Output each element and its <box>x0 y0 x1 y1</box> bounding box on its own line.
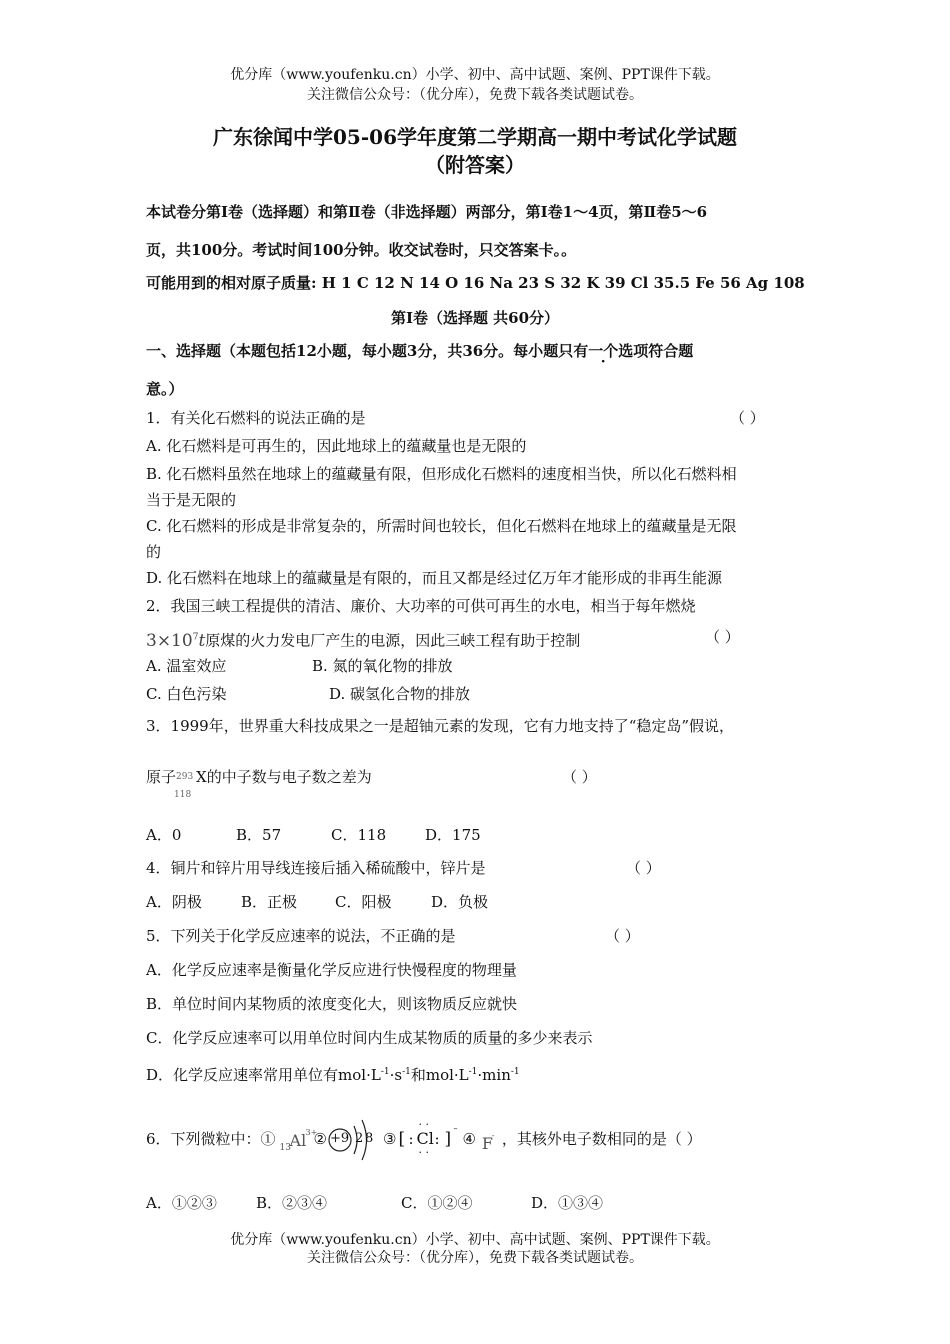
intro-line-2: 页，共100分。考试时间100分钟。收交试卷时，只交答案卡。。 <box>146 241 577 259</box>
q2-formula: $3\times 10^7t$ <box>146 630 206 651</box>
page-title: 广东徐闻中学05-06学年度第二学期高一期中考试化学试题 <box>213 125 737 149</box>
page-subtitle: （附答案） <box>425 153 525 177</box>
footer-line-1: 优分库（www.youfenku.cn）小学、初中、高中试题、案例、PPT课件下载。 <box>230 1232 720 1248</box>
q2-stem-1: 2．我国三峡工程提供的清洁、廉价、大功率的可供可再生的水电，相当于每年燃烧 <box>146 597 696 615</box>
intro-line-1: 本试卷分第Ⅰ卷（选择题）和第Ⅱ卷（非选择题）两部分，第Ⅰ卷1～4页，第Ⅱ卷5～6 <box>146 203 708 221</box>
q1-option-a: A. 化石燃料是可再生的，因此地球上的蕴藏量也是无限的 <box>146 437 527 455</box>
q4-answer-paren: （ ） <box>626 859 661 877</box>
q6-atomic-structure-diagram <box>327 1114 383 1166</box>
q4-option-c: C．阳极 <box>335 893 392 911</box>
q3-atomic-number: 118 <box>174 790 192 800</box>
q5-option-d: D．化学反应速率常用单位有$mol\cdot L^{-1}\cdot s^{-1}$和$mol\cdot L^{-1}\cdot\min^{-1}$ <box>146 1066 520 1084</box>
q2-option-a: A. 温室效应 <box>146 657 227 675</box>
q2-option-b: B. 氮的氧化物的排放 <box>312 657 453 675</box>
q6-shell-2-electrons: 8 <box>365 1131 374 1146</box>
q3-isotope-notation <box>174 768 196 800</box>
footer-line-2: 关注微信公众号：（优分库），免费下载各类试题试卷。 <box>307 1250 643 1266</box>
q5-option-c: C．化学反应速率可以用单位时间内生成某物质的质量的多少来表示 <box>146 1029 593 1047</box>
q3-mass-number: 293 <box>176 772 194 782</box>
q6-right-bracket: ] <box>444 1129 452 1149</box>
q1-option-b: B. 化石燃料虽然在地球上的蕴藏量有限，但形成化石燃料的速度相当快，所以化石燃料相 <box>146 465 737 483</box>
q6-top-dots: · · <box>418 1118 429 1131</box>
q6-stem: 6．下列微粒中：① 13 Al 3+ ② +9 2 8 ③ [ : · · Cl · · : ] – ④ F - ，其核外电子数相同的是（ ） <box>146 1114 702 1166</box>
q3-option-a: A．0 <box>146 826 182 844</box>
q6-al-atomic-number: 13 <box>279 1143 291 1153</box>
q3-answer-paren: （ ） <box>562 768 597 786</box>
q6-f-charge: - <box>491 1131 495 1140</box>
q3-stem-1: 3．1999年，世界重大科技成果之一是超铀元素的发现，它有力地支持了“稳定岛”假说， <box>146 717 735 735</box>
q4-stem: 4．铜片和锌片用导线连接后插入稀硫酸中，锌片是 <box>146 859 486 877</box>
section-instructions-1: 一、选择题（本题包括12小题，每小题3分，共36分。每小题只有一个选项符合题 <box>146 342 694 360</box>
q5-option-b: B．单位时间内某物质的浓度变化大，则该物质反应就快 <box>146 995 518 1013</box>
header-line-2: 关注微信公众号：（优分库），免费下载各类试题试卷。 <box>307 87 643 103</box>
q5-option-a: A．化学反应速率是衡量化学反应进行快慢程度的物理量 <box>146 961 517 979</box>
q2-option-c: C. 白色污染 <box>146 685 227 703</box>
q3-stem-2: 原子 293 118 X的中子数与电子数之差为 <box>146 768 372 800</box>
q6-shell-1-electrons: 2 <box>355 1131 364 1146</box>
atomic-masses: 可能用到的相对原子质量: H 1 C 12 N 14 O 16 Na 23 S 32 K 39 Cl 35.5 Fe 56 Ag 108 <box>146 274 805 292</box>
q1-option-b-cont: 当于是无限的 <box>146 491 237 509</box>
q2-option-d: D. 碳氢化合物的排放 <box>329 685 471 703</box>
q6-right-dots: : <box>434 1130 440 1148</box>
q5-answer-paren: （ ） <box>605 927 640 945</box>
q4-option-b: B．正极 <box>241 893 298 911</box>
q6-left-bracket: [ <box>398 1129 406 1149</box>
q6-cl-symbol: Cl <box>416 1129 434 1148</box>
q5-stem: 5．下列关于化学反应速率的说法，不正确的是 <box>146 927 456 945</box>
q6-f-symbol: F <box>481 1134 494 1153</box>
q1-option-c-cont: 的 <box>146 543 162 561</box>
q6-al-symbol: Al <box>289 1131 307 1150</box>
section-title: 第Ⅰ卷（选择题 共60分） <box>390 309 560 327</box>
q6-al-charge: 3+ <box>305 1128 318 1137</box>
section-instructions-2: 意。） <box>146 380 184 398</box>
q6-cl-charge: – <box>453 1124 458 1133</box>
q6-chloride-ion <box>396 1120 462 1160</box>
q3-option-c: C．118 <box>331 826 387 844</box>
header-line-1: 优分库（www.youfenku.cn）小学、初中、高中试题、案例、PPT课件下载。 <box>230 67 720 83</box>
q6-bottom-dots: · · <box>418 1146 429 1159</box>
q3-option-b: B．57 <box>236 826 282 844</box>
q6-fluoride-ion <box>476 1123 502 1157</box>
emphasis-one: 一个 <box>588 342 619 360</box>
q6-nucleus-charge: +9 <box>330 1131 350 1146</box>
q6-option-a: A．①②③ <box>146 1194 217 1212</box>
q1-option-d: D. 化石燃料在地球上的蕴藏量是有限的，而且又都是经过亿万年才能形成的非再生能源 <box>146 569 723 587</box>
q6-left-dots: : <box>408 1130 414 1148</box>
q6-aluminium-ion <box>276 1123 318 1157</box>
q6-option-b: B．②③④ <box>256 1194 328 1212</box>
q1-option-c: C. 化石燃料的形成是非常复杂的，所需时间也较长，但化石燃料在地球上的蕴藏量是无限 <box>146 517 737 535</box>
q6-option-c: C．①②④ <box>401 1194 473 1212</box>
q4-option-d: D．负极 <box>431 893 489 911</box>
q3-option-d: D．175 <box>425 826 481 844</box>
q3-symbol: X <box>196 768 207 786</box>
q1-stem: 1．有关化石燃料的说法正确的是 <box>146 409 366 427</box>
q2-stem-2: $3\times 10^7t$原煤的火力发电厂产生的电源，因此三峡工程有助于控制 <box>146 630 581 651</box>
q2-answer-paren: （ ） <box>705 628 740 646</box>
q1-answer-paren: （ ） <box>730 409 765 427</box>
q6-option-d: D．①③④ <box>531 1194 604 1212</box>
q4-option-a: A．阴极 <box>146 893 202 911</box>
